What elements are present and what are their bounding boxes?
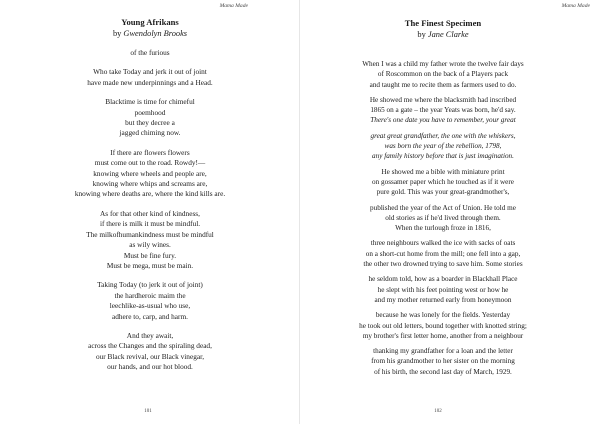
poem-byline bbox=[306, 29, 580, 40]
poem-line: great great grandfather, the one with the whiskers, bbox=[370, 131, 516, 140]
running-head-left: Mama Made bbox=[219, 3, 248, 9]
page-number-left: 101 bbox=[144, 409, 152, 414]
poem-line: three neighbours walked the ice with sacks of oats bbox=[370, 239, 516, 248]
poem-line: pure gold. This was your great-grandmother's, bbox=[376, 188, 510, 197]
poem-line: but they decree a bbox=[125, 118, 175, 128]
poem-line: If there are flowers flowers bbox=[110, 147, 190, 157]
poem-line: knowing where wheels and people are, bbox=[93, 168, 207, 178]
poem-line: any family history before that is just imagination. bbox=[372, 152, 514, 161]
poem-line: if there is milk it must be mindful. bbox=[99, 219, 201, 229]
poem-line: on gossamer paper which he touched as if it were bbox=[372, 177, 514, 186]
poem-author: Gwendolyn Brooks bbox=[123, 29, 188, 38]
stanza bbox=[5, 148, 295, 200]
poem-line: The milkofhumankindness must be mindful bbox=[86, 229, 214, 239]
stanza bbox=[5, 331, 295, 373]
poem-line: There's one date you have to remember, your great bbox=[370, 116, 516, 125]
poem-line: He showed me where the blacksmith had inscribed bbox=[369, 95, 517, 104]
poem-line: and my mother returned early from honeymoon bbox=[374, 295, 512, 304]
poem-author: Jane Clarke bbox=[427, 30, 469, 39]
poem-line: Who take Today and jerk it out of joint bbox=[93, 67, 207, 77]
poem-line: leechlike-as-usual who use, bbox=[109, 301, 191, 311]
poem-title: Young Afrikans bbox=[121, 17, 179, 27]
byline-prefix: by bbox=[112, 29, 122, 38]
right-page bbox=[300, 0, 600, 424]
poem-title: The Finest Specimen bbox=[404, 18, 482, 28]
stanza bbox=[306, 131, 580, 162]
poem-line: adhere to, carp, and harm. bbox=[112, 311, 188, 321]
poem-line: he took out old letters, bound together with knotted string; bbox=[359, 321, 527, 330]
poem-line: my brother's first letter home, another from a neighbour bbox=[362, 331, 524, 340]
poem-line: because he was lonely for the fields. Yesterday bbox=[375, 311, 511, 320]
poem-line: he seldom told, how as a boarder in Blackhall Place bbox=[368, 275, 518, 284]
poem-line: as wily wines. bbox=[129, 240, 171, 250]
poem-line: old stories as if he'd lived through them. bbox=[385, 213, 501, 222]
page-number-right: 102 bbox=[434, 409, 442, 414]
poem-young-afrikans bbox=[5, 17, 295, 373]
poem-line: from his grandmother to her sister on the morning bbox=[371, 357, 515, 366]
poem-line: our hands, and our hot blood. bbox=[107, 362, 193, 372]
stanza bbox=[5, 280, 295, 322]
poem-line: poemhood bbox=[134, 107, 166, 117]
poem-line: Blacktime is time for chimeful bbox=[105, 97, 195, 107]
stanza bbox=[5, 97, 295, 139]
poem-line: jagged chiming now. bbox=[119, 128, 181, 138]
poem-line: Must be mega, must be main. bbox=[106, 260, 194, 270]
poem-line: he slept with his feet pointing west or how he bbox=[377, 285, 509, 294]
stanza bbox=[306, 346, 580, 377]
poem-byline bbox=[5, 28, 295, 39]
poem-line: knowing where deaths are, where the kind kills are. bbox=[74, 189, 226, 199]
poem-line: He showed me a bible with miniature print bbox=[381, 167, 505, 176]
poem-line: Taking Today (to jerk it out of joint) bbox=[97, 280, 203, 290]
poem-line: As for that other kind of kindness, bbox=[100, 208, 200, 218]
poem-line: of his birth, the second last day of March, 1929. bbox=[374, 367, 512, 376]
poem-finest-specimen bbox=[306, 18, 580, 377]
poem-line: have made new underpinnings and a Head. bbox=[87, 77, 213, 87]
stanza bbox=[306, 310, 580, 341]
poem-line: thanking my grandfather for a loan and the letter bbox=[373, 347, 513, 356]
poem-line: published the year of the Act of Union. He told me bbox=[370, 203, 516, 212]
poem-line: And they await, bbox=[126, 330, 174, 340]
poem-line: 1865 on a gate – the year Yeats was born, he'd say. bbox=[370, 106, 516, 115]
poem-line: When the turlough froze in 1816, bbox=[395, 224, 491, 233]
stanza bbox=[5, 67, 295, 88]
poem-line: was born the year of the rebellion, 1798, bbox=[384, 142, 502, 151]
poem-line: the other two drowned trying to save him. Some stories bbox=[363, 260, 523, 269]
poem-line: the hardheroic maim the bbox=[114, 290, 186, 300]
stanza bbox=[5, 209, 295, 271]
stanza bbox=[306, 59, 580, 90]
poem-line: and taught me to recite them as farmers used to do. bbox=[369, 80, 517, 89]
poem-line: of the furious bbox=[130, 48, 170, 57]
stanza bbox=[306, 167, 580, 198]
stanza bbox=[306, 238, 580, 269]
byline-prefix: by bbox=[417, 30, 426, 39]
running-head-right: Mama Made bbox=[561, 3, 590, 9]
stanza bbox=[306, 274, 580, 305]
poem-line: Must be fine fury. bbox=[123, 250, 177, 260]
poem-line: our Black revival, our Black vinegar, bbox=[95, 351, 205, 361]
stanza bbox=[5, 48, 295, 58]
poem-line: across the Changes and the spiraling dead, bbox=[88, 341, 212, 351]
poem-line: of Roscommon on the back of a Players pack bbox=[377, 70, 509, 79]
poem-line: knowing where whips and screams are, bbox=[92, 179, 208, 189]
poem-line: When I was a child my father wrote the twelve fair days bbox=[362, 60, 524, 68]
poem-line: on a short-cut home from the mill; one fell into a gap, bbox=[365, 249, 521, 258]
poem-line: must come out to the road. Rowdy!— bbox=[94, 158, 206, 168]
stanza bbox=[306, 95, 580, 126]
stanza bbox=[306, 203, 580, 234]
